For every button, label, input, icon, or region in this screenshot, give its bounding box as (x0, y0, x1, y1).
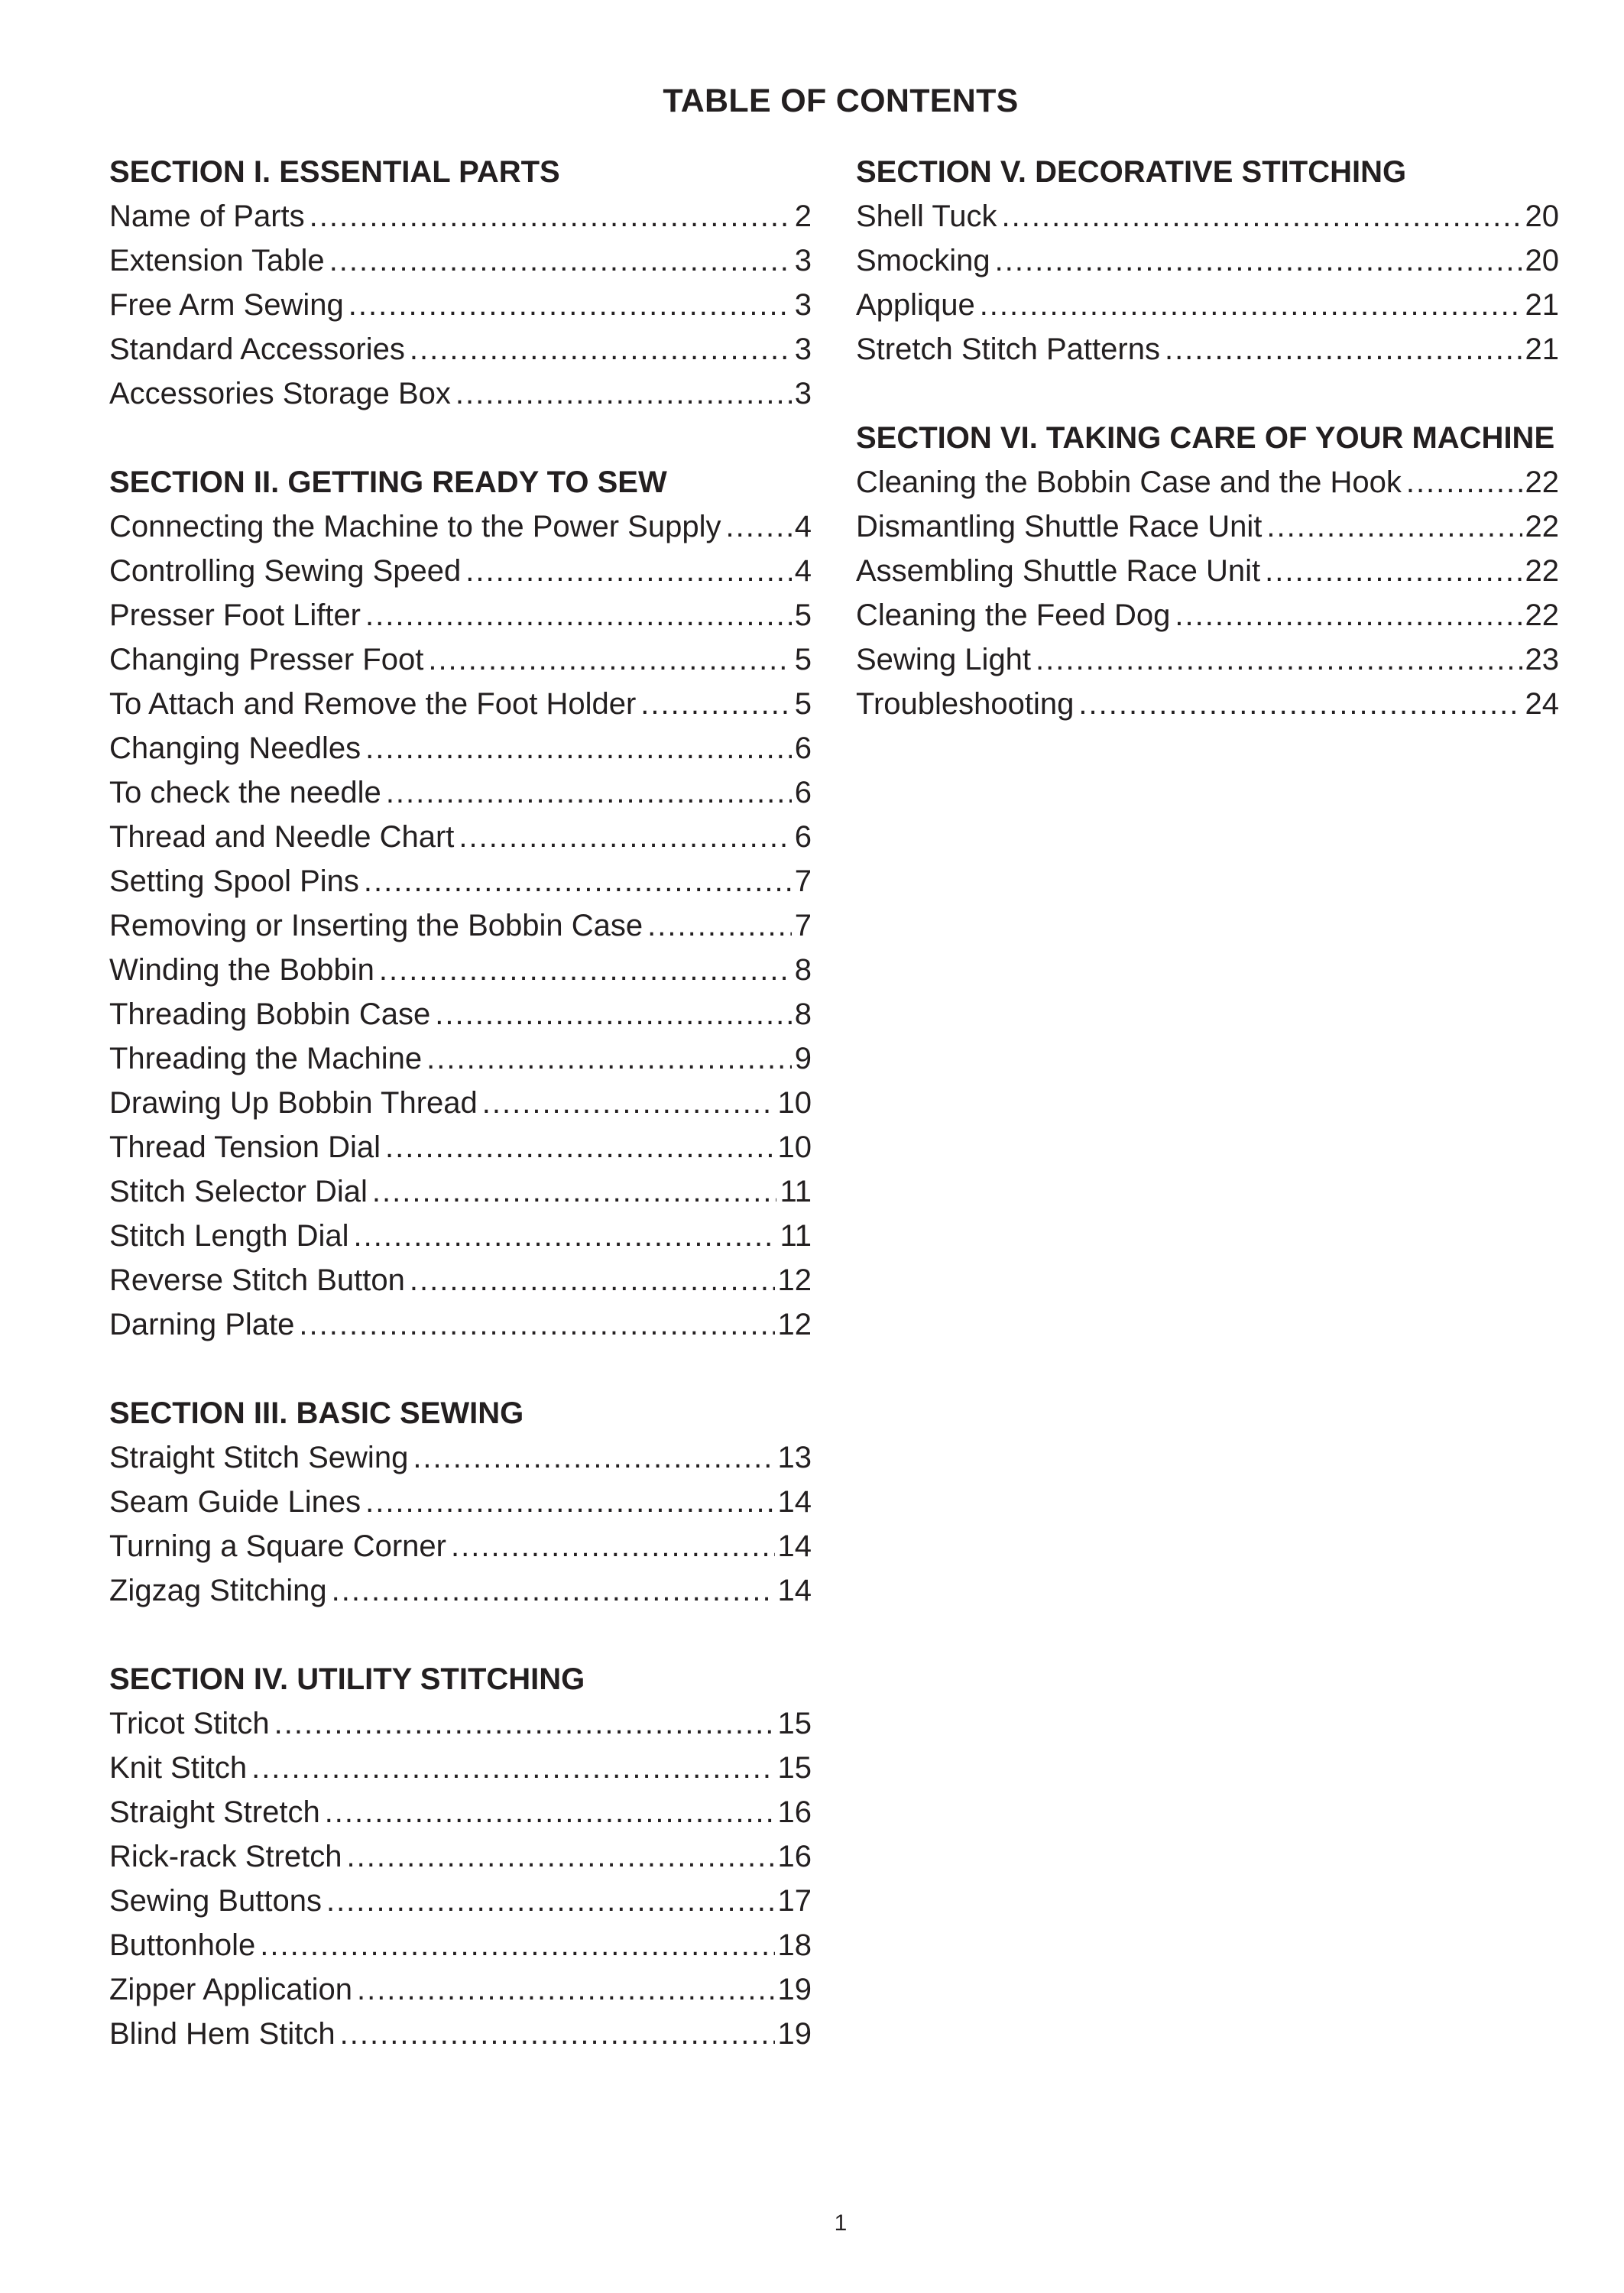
dot-leader (1175, 593, 1522, 637)
toc-entry[interactable] (109, 1923, 812, 1967)
toc-entry[interactable] (109, 1834, 812, 1879)
toc-entry-title: Changing Needles (109, 731, 361, 765)
toc-entry-title: Dismantling Shuttle Race Unit (856, 510, 1263, 543)
dot-leader (310, 194, 792, 238)
toc-entry[interactable] (856, 238, 1559, 283)
dot-leader (410, 327, 792, 371)
toc-entry[interactable] (109, 1967, 812, 2012)
section-heading: SECTION V. DECORATIVE STITCHING (856, 155, 1407, 189)
toc-entry-title: Sewing Buttons (109, 1884, 322, 1918)
dot-leader (348, 283, 792, 327)
toc-entry-title: Stretch Stitch Patterns (856, 332, 1160, 366)
toc-entry-title: Winding the Bobbin (109, 953, 374, 987)
toc-entry-page: 14 (777, 1574, 812, 1607)
toc-entry[interactable] (109, 327, 812, 371)
toc-entry-page: 5 (794, 643, 812, 676)
toc-entry-page: 2 (794, 199, 812, 233)
toc-entry[interactable] (856, 460, 1559, 504)
toc-entry-title: Connecting the Machine to the Power Supply (109, 510, 721, 543)
toc-entry[interactable] (109, 593, 812, 637)
toc-entry-title: Extension Table (109, 244, 325, 277)
toc-entry-title: Troubleshooting (856, 687, 1075, 721)
toc-entry-page: 13 (777, 1441, 812, 1474)
toc-entry-page: 3 (794, 377, 812, 410)
toc-entry-page: 19 (777, 1973, 812, 2006)
dot-leader (1036, 637, 1522, 682)
dot-leader (482, 1081, 775, 1125)
toc-entry-page: 15 (777, 1751, 812, 1785)
toc-entry-page: 10 (777, 1086, 812, 1120)
toc-entry[interactable] (109, 903, 812, 948)
dot-leader (340, 2012, 775, 2056)
toc-entry-title: Seam Guide Lines (109, 1485, 361, 1519)
dot-leader (1266, 504, 1522, 549)
toc-entry-title: Accessories Storage Box (109, 377, 451, 410)
dot-leader (365, 1480, 774, 1524)
dot-leader (1078, 682, 1522, 726)
toc-entry[interactable] (109, 1568, 812, 1613)
dot-leader (459, 815, 791, 859)
toc-entry[interactable] (109, 1701, 812, 1746)
dot-leader (647, 903, 792, 948)
toc-entry-page: 23 (1525, 643, 1559, 676)
toc-entry-title: Tricot Stitch (109, 1707, 270, 1740)
toc-entry[interactable] (109, 770, 812, 815)
toc-section (109, 460, 812, 1347)
dot-leader (465, 549, 791, 593)
toc-entry-title: To check the needle (109, 776, 381, 809)
toc-entry-page: 4 (794, 554, 812, 588)
toc-entry-page: 16 (777, 1795, 812, 1829)
toc-entry-title: Controlling Sewing Speed (109, 554, 462, 588)
toc-entry-title: Shell Tuck (856, 199, 997, 233)
toc-entry-page: 24 (1525, 687, 1559, 721)
dot-leader (413, 1435, 774, 1480)
toc-entry-title: Smocking (856, 244, 990, 277)
toc-entry[interactable] (856, 504, 1559, 549)
toc-entry[interactable] (109, 2012, 812, 2056)
toc-entry-page: 3 (794, 244, 812, 277)
toc-entry-page: 7 (794, 864, 812, 898)
toc-entry-title: Stitch Length Dial (109, 1219, 349, 1253)
section-heading: SECTION I. ESSENTIAL PARTS (109, 155, 560, 189)
toc-entry-page: 20 (1525, 199, 1559, 233)
toc-entry-title: Rick-rack Stretch (109, 1840, 342, 1873)
section-heading: SECTION VI. TAKING CARE OF YOUR MACHINE (856, 421, 1555, 455)
dot-leader (1265, 549, 1522, 593)
toc-entry-title: Drawing Up Bobbin Thread (109, 1086, 478, 1120)
toc-entry-title: Cleaning the Bobbin Case and the Hook (856, 465, 1402, 499)
toc-entry-title: Threading the Machine (109, 1042, 423, 1075)
dot-leader (365, 726, 792, 770)
toc-entry-title: Knit Stitch (109, 1751, 248, 1785)
toc-entry[interactable] (109, 504, 812, 549)
dot-leader (357, 1967, 775, 2012)
dot-leader (980, 283, 1522, 327)
toc-entry[interactable] (109, 726, 812, 770)
toc-entry-title: Zigzag Stitching (109, 1574, 327, 1607)
dot-leader (379, 948, 792, 992)
toc-entry[interactable] (109, 1081, 812, 1125)
dot-leader (347, 1834, 775, 1879)
toc-entry-page: 19 (777, 2017, 812, 2051)
toc-section (109, 1391, 812, 1613)
toc-section (856, 416, 1559, 726)
dot-leader (726, 504, 792, 549)
toc-entry-page: 14 (777, 1529, 812, 1563)
toc-entry-page: 3 (794, 288, 812, 322)
dot-leader (332, 1568, 775, 1613)
toc-entry[interactable] (109, 1879, 812, 1923)
toc-entry-title: Changing Presser Foot (109, 643, 424, 676)
dot-leader (428, 637, 791, 682)
toc-entry[interactable] (856, 283, 1559, 327)
toc-entry-title: Thread and Needle Chart (109, 820, 455, 854)
toc-entry-page: 12 (777, 1263, 812, 1297)
toc-entry-page: 7 (794, 909, 812, 942)
toc-entry[interactable] (856, 194, 1559, 238)
dot-leader (451, 1524, 775, 1568)
page-number: 1 (834, 2210, 848, 2236)
toc-entry-page: 22 (1525, 554, 1559, 588)
toc-entry-title: Name of Parts (109, 199, 305, 233)
toc-entry-title: Thread Tension Dial (109, 1130, 381, 1164)
toc-entry-title: Turning a Square Corner (109, 1529, 446, 1563)
section-heading: SECTION III. BASIC SEWING (109, 1396, 524, 1430)
toc-entry-page: 6 (794, 820, 812, 854)
toc-entry-page: 9 (794, 1042, 812, 1075)
toc-entry-page: 11 (780, 1175, 812, 1208)
dot-leader (260, 1923, 774, 1967)
dot-leader (354, 1214, 777, 1258)
toc-entry-title: Standard Accessories (109, 332, 405, 366)
toc-entry-title: Removing or Inserting the Bobbin Case (109, 909, 643, 942)
dot-leader (640, 682, 791, 726)
section-heading: SECTION II. GETTING READY TO SEW (109, 465, 667, 499)
toc-entry-title: Applique (856, 288, 975, 322)
toc-left-column (109, 150, 812, 2100)
toc-entry-page: 11 (780, 1219, 812, 1253)
toc-entry-title: Presser Foot Lifter (109, 598, 361, 632)
toc-entry[interactable] (109, 1746, 812, 1790)
toc-entry-title: Straight Stretch (109, 1795, 320, 1829)
dot-leader (435, 992, 791, 1036)
dot-leader (995, 238, 1522, 283)
toc-entry-title: Zipper Application (109, 1973, 352, 2006)
toc-entry[interactable] (109, 371, 812, 416)
toc-entry-title: Reverse Stitch Button (109, 1263, 405, 1297)
toc-entry[interactable] (109, 283, 812, 327)
toc-entry[interactable] (109, 992, 812, 1036)
toc-entry-title: Free Arm Sewing (109, 288, 344, 322)
toc-entry[interactable] (109, 1036, 812, 1081)
toc-entry[interactable] (109, 682, 812, 726)
toc-entry-title: Darning Plate (109, 1308, 295, 1341)
toc-entry-title: To Attach and Remove the Foot Holder (109, 687, 637, 721)
toc-entry-page: 15 (777, 1707, 812, 1740)
toc-entry-page: 20 (1525, 244, 1559, 277)
dot-leader (1002, 194, 1522, 238)
toc-entry-title: Sewing Light (856, 643, 1032, 676)
dot-leader (385, 1125, 774, 1169)
toc-entry[interactable] (856, 549, 1559, 593)
dot-leader (326, 1879, 775, 1923)
toc-entry-page: 6 (794, 731, 812, 765)
toc-section (109, 150, 812, 416)
dot-leader (1406, 460, 1522, 504)
toc-entry-title: Threading Bobbin Case (109, 997, 431, 1031)
dot-leader (251, 1746, 774, 1790)
dot-leader (274, 1701, 775, 1746)
toc-entry-title: Blind Hem Stitch (109, 2017, 335, 2051)
toc-entry-title: Buttonhole (109, 1928, 256, 1962)
toc-section (856, 150, 1559, 371)
toc-entry-title: Stitch Selector Dial (109, 1175, 368, 1208)
toc-entry-page: 5 (794, 598, 812, 632)
toc-entry-page: 4 (794, 510, 812, 543)
toc-entry[interactable] (109, 859, 812, 903)
toc-entry[interactable] (109, 1258, 812, 1302)
dot-leader (329, 238, 792, 283)
toc-entry-title: Setting Spool Pins (109, 864, 359, 898)
dot-leader (365, 593, 792, 637)
toc-entry-page: 22 (1525, 598, 1559, 632)
dot-leader (455, 371, 792, 416)
toc-entry[interactable] (109, 1302, 812, 1347)
toc-entry[interactable] (109, 1524, 812, 1568)
toc-entry-page: 16 (777, 1840, 812, 1873)
toc-entry[interactable] (109, 1480, 812, 1524)
page-title: TABLE OF CONTENTS (663, 83, 1019, 119)
toc-entry-title: Assembling Shuttle Race Unit (856, 554, 1261, 588)
toc-entry-page: 12 (777, 1308, 812, 1341)
toc-section (109, 1657, 812, 2056)
toc-entry-page: 17 (777, 1884, 812, 1918)
toc-entry[interactable] (109, 1790, 812, 1834)
toc-entry-page: 14 (777, 1485, 812, 1519)
dot-leader (372, 1169, 777, 1214)
toc-entry[interactable] (109, 637, 812, 682)
toc-entry[interactable] (109, 815, 812, 859)
toc-entry-page: 21 (1525, 332, 1559, 366)
dot-leader (325, 1790, 775, 1834)
toc-entry[interactable] (109, 1169, 812, 1214)
section-heading: SECTION IV. UTILITY STITCHING (109, 1662, 585, 1696)
toc-entry[interactable] (856, 637, 1559, 682)
toc-entry[interactable] (109, 549, 812, 593)
toc-entry-page: 6 (794, 776, 812, 809)
toc-entry[interactable] (109, 948, 812, 992)
toc-entry[interactable] (109, 1214, 812, 1258)
toc-entry-page: 21 (1525, 288, 1559, 322)
toc-entry-page: 22 (1525, 510, 1559, 543)
dot-leader (410, 1258, 775, 1302)
toc-entry-title: Straight Stitch Sewing (109, 1441, 409, 1474)
dot-leader (299, 1302, 774, 1347)
toc-entry[interactable] (856, 593, 1559, 637)
toc-entry-page: 3 (794, 332, 812, 366)
dot-leader (426, 1036, 792, 1081)
toc-entry[interactable] (856, 327, 1559, 371)
toc-entry-page: 8 (794, 953, 812, 987)
dot-leader (386, 770, 792, 815)
toc-entry[interactable] (109, 1435, 812, 1480)
toc-entry[interactable] (109, 1125, 812, 1169)
toc-entry-page: 5 (794, 687, 812, 721)
toc-entry-page: 18 (777, 1928, 812, 1962)
toc-entry[interactable] (109, 194, 812, 238)
toc-entry-page: 8 (794, 997, 812, 1031)
dot-leader (1165, 327, 1522, 371)
toc-right-column (856, 150, 1559, 770)
toc-entry[interactable] (856, 682, 1559, 726)
toc-entry-title: Cleaning the Feed Dog (856, 598, 1171, 632)
toc-entry[interactable] (109, 238, 812, 283)
toc-entry-page: 10 (777, 1130, 812, 1164)
dot-leader (364, 859, 792, 903)
toc-entry-page: 22 (1525, 465, 1559, 499)
